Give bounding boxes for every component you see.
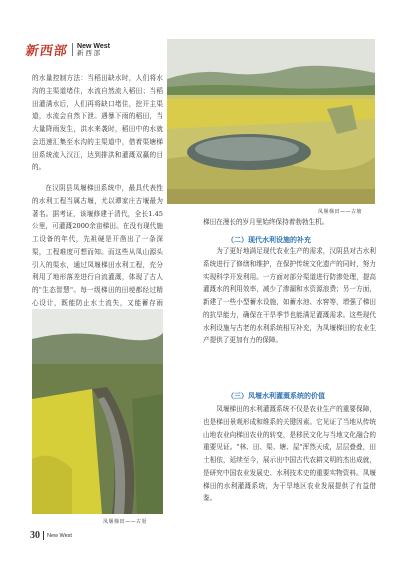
pond-photo <box>167 39 375 204</box>
article-col2-paragraph-c <box>203 403 376 531</box>
photo-caption-top: 凤堰梯田——古塘 <box>318 209 363 215</box>
brand-logo-cn: 新西部 <box>24 44 69 59</box>
article-col2-paragraph-a <box>203 216 376 229</box>
paragraph: 梯田在漫长的岁月里始终保持着勃勃生机。 <box>203 218 329 226</box>
channel-photo <box>32 309 163 514</box>
section-heading-3: （三）凤堰水利灌溉系统的价值 <box>227 391 325 400</box>
brand-en-line2: 新 西 部 <box>77 49 101 57</box>
masthead <box>26 40 110 59</box>
article-col1-paragraph-2 <box>32 182 163 308</box>
brand-en-line1: New West <box>77 42 110 50</box>
paragraph: 凤堰梯田的水利灌溉系统不仅是农业生产的重要保障，也是梯田景观形成和维系的关键因素。它见证了当地从传统山地农业向梯田农业的转变，是移民文化与当地文化融合的重要见证。"林、田、渠、塘、屋"浑然天成，层层叠叠，田土相依，延续至今，展示出中国古代农耕文明的杰出成就，是研究中国农业发展史、水利技术史的重要实物资料。凤堰梯田的水利灌溉系统，为干旱地区农业发展提供了有益借鉴。 <box>203 405 376 503</box>
paragraph: 在汉阴县凤堰梯田系统中，最具代表性的水利工程当属古堰，尤以谭家庄古堰最为著名。据考证，该堰修建于清代，全长1.45公里，可灌溉2000余亩梯田。在没有现代施工设备的年代，先祖硬是开凿出了一条深渠，工程难度可想而知。而这些从凤山源头引入的渠水，通过凤堰梯田水利工程，充分利用了地形落差进行自流灌溉，体现了古人的"生态智慧"。每一级梯田的田埂都经过精心设计，既能防止水土流失，又能蓄存雨 <box>32 184 163 307</box>
article-col1-paragraph-1 <box>32 72 163 173</box>
page-footer <box>30 530 72 541</box>
section-heading-2: （二）现代水利设施的补充 <box>227 235 311 244</box>
footer-divider <box>43 531 44 540</box>
photo-caption-bottom: 凤堰梯田——古渠 <box>103 519 148 525</box>
page-number: 30 <box>30 530 40 541</box>
brand-logo-en <box>77 43 110 57</box>
brand-divider <box>72 43 73 56</box>
paragraph: 的水量控制方法：当稻田缺水时，人们将水沟的主渠道堵住，水流自然流入稻田；当稻田灌满水后，人们再将缺口堵住，挖开主渠道，水流会自然下泄。遇暴下雨的稻田，当大量降雨发生，洪水来袭时，稻田中的水就会迅速汇集至水沟的主渠道中，借着渠塘梯田系统流入汉江，达到排洪和灌溉双赢的目的。 <box>32 74 163 172</box>
footer-brand: New West <box>47 532 72 539</box>
paragraph: 为了更好地满足现代农业生产的需求，汉阴县对古水利系统进行了修缮和维护，在保护传统文化遗产的同时，努力实现科学开发利用。一方面对部分渠道进行防渗处理，提高灌溉水的利用效率，减少了渗漏和水资源浪费；另一方面，新建了一些小型蓄水设施，如蓄水池、水窖等，增强了梯田的抗旱能力，确保在干旱季节也能满足灌溉需求。这些现代水利设施与古老的水利系统相互补充，为凤堰梯田的农业生产提供了更加有力的保障。 <box>203 247 376 345</box>
article-col2-paragraph-b <box>203 245 376 385</box>
